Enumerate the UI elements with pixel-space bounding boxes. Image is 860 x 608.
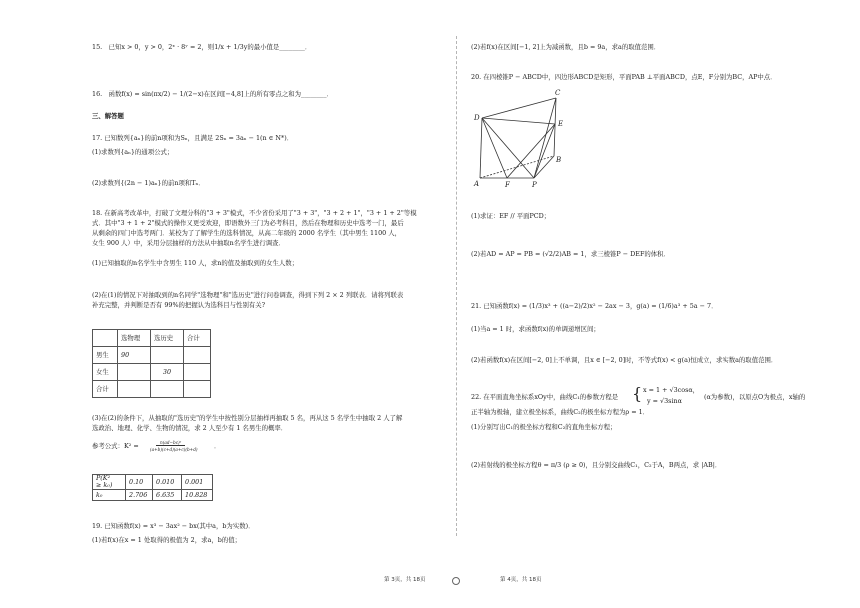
question-17-part-1: (1)求数列{aₙ}的通项公式； bbox=[92, 148, 174, 156]
question-18-line-3: 从剩余的四门中选考两门．某校为了了解学生的选科情况，从高二年级的 2000 名学生（其中男生 1100 人， bbox=[92, 229, 402, 237]
question-18-line-1: 18. 在新高考改革中，打破了文理分科的"3 + 3"模式，不少省份采用了"3 + 3"，"3 + 2 + 1"，"3 + 1 + 2"等模 bbox=[92, 209, 417, 217]
contingency-table bbox=[92, 329, 211, 398]
table-row bbox=[93, 381, 211, 398]
question-16: 16. 函数f(x) = sin(πx/2) − 1/(2−x)在区间[−4,8]上的所有零点之和为________． bbox=[92, 90, 333, 98]
question-21: 21. 已知函数f(x) = (1/3)x³ + ((a−2)/2)x² − 2ax − 3，g(a) = (1/6)a³ + 5a − 7． bbox=[471, 302, 718, 310]
table-cell: 0.001 bbox=[182, 475, 213, 490]
edge-dp bbox=[482, 118, 534, 178]
question-19-part-2: (2)若f(x)在区间[−1, 2]上为减函数，且b = 9a，求a的取值范围． bbox=[471, 43, 661, 51]
table-cell-text: ≥ k₀) bbox=[96, 481, 113, 490]
question-18-part-3-line-2: 选政治、地理、化学、生物的情况，求 2 人至少有 1 名男生的概率． bbox=[92, 424, 288, 432]
question-20-part-1: (1)求证：EF // 平面PCD； bbox=[471, 212, 551, 220]
table-cell: 2.706 bbox=[126, 490, 153, 501]
question-17-part-2: (2)求数列{(2n − 1)aₙ}的前n项和Tₙ． bbox=[92, 179, 205, 187]
table-row bbox=[93, 475, 213, 490]
question-18-part-1: (1)已知抽取的n名学生中含男生 110 人，求n的值及抽取到的女生人数； bbox=[92, 259, 299, 267]
pyramid-figure bbox=[472, 86, 572, 196]
table-cell: 90 bbox=[118, 347, 151, 364]
question-22-part-1: (1)分别写出C₁的极坐标方程和C₂的直角坐标方程； bbox=[471, 423, 617, 431]
table-cell bbox=[151, 381, 184, 398]
edge-de bbox=[482, 118, 555, 124]
table-cell: 30 bbox=[151, 364, 184, 381]
edge-pe bbox=[534, 124, 555, 178]
question-21-part-2: (2)若函数f(x)在区间[−2, 0]上不单调，且x ∈ [−2, 0]时，不等式f(x) < g(a)恒成立，求实数a的取值范围． bbox=[471, 356, 778, 364]
table-cell: 6.635 bbox=[153, 490, 182, 501]
edge-cb bbox=[554, 98, 556, 156]
label-f: F bbox=[505, 181, 510, 189]
label-a: A bbox=[474, 180, 480, 188]
hidden-edge-ab bbox=[480, 156, 554, 178]
table-cell bbox=[184, 364, 211, 381]
table-row bbox=[93, 364, 211, 381]
section-heading: 三、解答题 bbox=[92, 112, 124, 120]
edge-fe bbox=[507, 124, 555, 178]
table-cell: 女生 bbox=[93, 364, 118, 381]
label-d: D bbox=[474, 114, 480, 122]
question-20-part-2: (2)若AD = AP = PB = (√2/2)AB = 1，求三棱锥P − DEF的体积． bbox=[471, 250, 670, 258]
reference-formula-label: 参考公式：K² = bbox=[92, 442, 139, 450]
edge-dc bbox=[482, 98, 556, 118]
question-22-cont: (α为参数)，以原点O为极点，x轴的 bbox=[704, 393, 806, 401]
table-cell: 男生 bbox=[93, 347, 118, 364]
page-number-left: 第 3页，共 18页 bbox=[384, 577, 426, 583]
brace-symbol: { bbox=[632, 384, 643, 403]
question-20: 20. 在四棱锥P − ABCD中，四边形ABCD是矩形，平面PAB ⊥平面ABCD，点E，F分别为BC，AP中点． bbox=[471, 73, 777, 81]
param-equation-x: x = 1 + √3cosα， bbox=[643, 386, 700, 394]
question-15: 15. 已知x > 0，y > 0，2ˣ · 8ʸ = 2，则1/x + 1/3y的最小值是________． bbox=[92, 43, 312, 51]
label-b: B bbox=[556, 156, 562, 164]
label-p: P bbox=[532, 181, 537, 189]
question-22-intro: 22. 在平面直角坐标系xOy中，曲线C₁的参数方程是 bbox=[471, 393, 619, 401]
table-cell bbox=[118, 381, 151, 398]
table-cell bbox=[184, 347, 211, 364]
table-cell: 合计 bbox=[93, 381, 118, 398]
formula-end: ． bbox=[214, 442, 221, 450]
table-row bbox=[93, 490, 213, 501]
table-cell-text: P(K² bbox=[96, 474, 111, 482]
question-19: 19. 已知函数f(x) = x³ − 3ax² − bx(其中a，b为实数)． bbox=[92, 522, 255, 530]
question-21-part-1: (1)当a = 1 时，求函数f(x)的单调递增区间； bbox=[471, 325, 600, 333]
table-cell: 选物理 bbox=[118, 330, 151, 347]
table-cell bbox=[151, 347, 184, 364]
table-row bbox=[93, 347, 211, 364]
table-cell bbox=[118, 364, 151, 381]
table-cell bbox=[93, 475, 126, 490]
question-19-part-1: (1)若f(x)在x = 1 处取得的极值为 2，求a，b的值； bbox=[92, 536, 241, 544]
table-cell: 10.828 bbox=[182, 490, 213, 501]
table-header-row bbox=[93, 330, 211, 347]
center-circle-mark bbox=[452, 577, 460, 585]
question-22-part-2: (2)若射线的极坐标方程θ = π/3 (ρ ≥ 0)，且分别交曲线C₁，C₂于A，B两点，求 |AB|． bbox=[471, 461, 722, 469]
table-cell bbox=[184, 381, 211, 398]
page-number-right: 第 4页，共 18页 bbox=[500, 577, 542, 583]
question-18-line-4: 女生 900 人）中，采用分层抽样的方法从中抽取n名学生进行调查． bbox=[92, 239, 285, 247]
question-17: 17. 已知数列{aₙ}的前n项和为Sₙ，且满足 2Sₙ = 3aₙ − 1(n ∈ N*)． bbox=[92, 134, 294, 142]
question-18-part-2-line-2: 补充完整，并判断是否有 99%的把握认为选科目与性别有关? bbox=[92, 301, 266, 309]
formula-denominator: (a+b)(c+d)(a+c)(b+d) bbox=[150, 447, 198, 452]
param-equation-y: y = √3sinα bbox=[647, 397, 682, 405]
edge-df bbox=[482, 118, 507, 178]
label-e: E bbox=[558, 120, 564, 128]
table-cell: 合计 bbox=[184, 330, 211, 347]
question-22-line-2: 正半轴为极轴，建立极坐标系，曲线C₂的极坐标方程为ρ = 1． bbox=[471, 408, 650, 416]
question-18-part-2-line-1: (2)在(1)的情况下对抽取到的n名同学"选物理"和"选历史"进行问卷调查，得到下列 2 × 2 列联表．请将列联表 bbox=[92, 291, 404, 299]
column-divider bbox=[456, 36, 457, 536]
critical-value-table bbox=[92, 474, 213, 501]
table-cell: 0.010 bbox=[153, 475, 182, 490]
formula-numerator: n(ad−bc)² bbox=[156, 440, 185, 446]
table-cell bbox=[93, 330, 118, 347]
question-18-line-2: 式．其中"3 + 1 + 2"模式的操作又更受欢迎，即语数外三门为必考科目，然后在物理和历史中选考一门，最后 bbox=[92, 219, 404, 227]
table-cell: k₀ bbox=[93, 490, 126, 501]
edge-da bbox=[480, 118, 482, 178]
table-cell: 选历史 bbox=[151, 330, 184, 347]
table-cell: 0.10 bbox=[126, 475, 153, 490]
label-c: C bbox=[555, 89, 561, 97]
question-18-part-3-line-1: (3)在(2)的条件下，从抽取的"选历史"的学生中按性别分层抽样再抽取 5 名，再从这 5 名学生中抽取 2 人了解 bbox=[92, 414, 403, 422]
